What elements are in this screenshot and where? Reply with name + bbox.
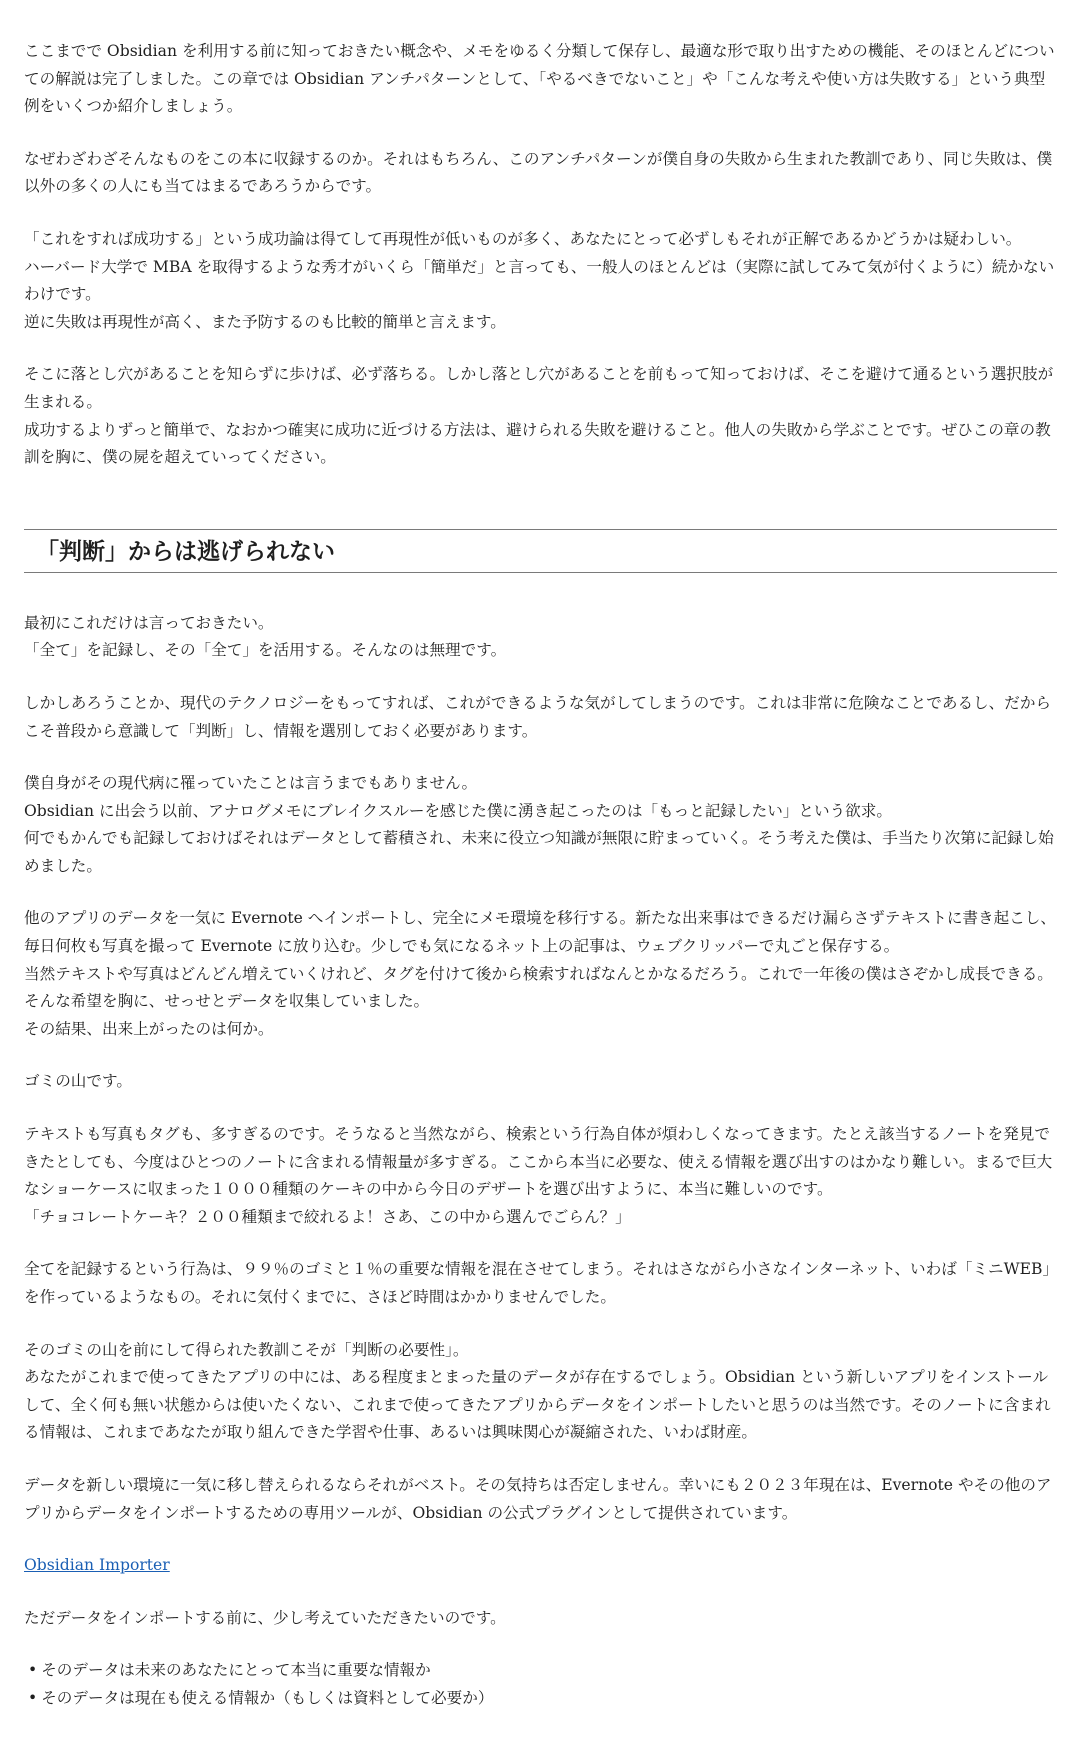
paragraph-line: ただデータをインポートする前に、少し考えていただきたいのです。 — [24, 1608, 506, 1627]
list-item-text: そのデータは未来のあなたにとって本当に重要な情報か — [41, 1661, 431, 1680]
paragraph-line: 他のアプリのデータを一気に Evernote へインポートし、完全にメモ環境を移行する。新たな出来事はできるだけ漏らさずテキストに書き起こし、毎日何枚も写真を撮って Evernote に放り込む。少しでも気になるネット上の記事は、ウェブクリッパーで丸ごと保存する。 — [24, 909, 1056, 956]
paragraph — [24, 690, 1057, 745]
paragraph — [24, 38, 1057, 121]
paragraph — [24, 1121, 1057, 1231]
intro-section — [24, 38, 1057, 472]
paragraph — [24, 770, 1057, 880]
bullet-list — [24, 1657, 1057, 1712]
paragraph-line: しかしあろうことか、現代のテクノロジーをもってすれば、これができるような気がしてしまうのです。これは非常に危険なことであるし、だからこそ普段から意識して「判断」し、情報を選別しておく必要があります。 — [24, 693, 1052, 740]
paragraph-line: 「これをすれば成功する」という成功論は得てして再現性が低いものが多く、あなたにとって必ずしもそれが正解であるかどうかは疑わしい。 — [24, 229, 1022, 248]
paragraph-line: 当然テキストや写真はどんどん増えていくけれど、タグを付けて後から検索すればなんとかなるだろう。これで一年後の僕はさぞかし成長できる。そんな希望を胸に、せっせとデータを収集していました。 — [24, 964, 1053, 1011]
paragraph — [24, 226, 1057, 336]
paragraph-line: ゴミの山です。 — [24, 1072, 132, 1091]
paragraph — [24, 905, 1057, 1043]
paragraph-line: 最初にこれだけは言っておきたい。 — [24, 613, 274, 632]
paragraph-line: ハーバード大学で MBA を取得するような秀才がいくら「簡単だ」と言っても、一般人のほとんどは（実際に試してみて気が付くように）続かないわけです。 — [24, 257, 1055, 304]
paragraph — [24, 1472, 1057, 1527]
link-paragraph — [24, 1552, 1057, 1580]
list-item — [28, 1657, 1057, 1685]
paragraph-line: なぜわざわざそんなものをこの本に収録するのか。それはもちろん、このアンチパターンが僕自身の失敗から生まれた教訓であり、同じ失敗は、僕以外の多くの人にも当てはまるであろうからです。 — [24, 149, 1053, 196]
paragraph-line: 全てを記録するという行為は、９９％のゴミと１％の重要な情報を混在させてしまう。それはさながら小さなインターネット、いわば「ミニWEB」を作っているようなもの。それに気付くまでに、さほど時間はかかりませんでした。 — [24, 1260, 1051, 1306]
paragraph-line: 成功するよりずっと簡単で、なおかつ確実に成功に近づける方法は、避けられる失敗を避けること。他人の失敗から学ぶことです。ぜひこの章の教訓を胸に、僕の屍を超えていってください。 — [24, 420, 1051, 467]
paragraph — [24, 146, 1057, 201]
section-heading-box — [24, 529, 1057, 573]
paragraph — [24, 1256, 1057, 1311]
paragraph — [24, 1337, 1057, 1447]
section-body — [24, 610, 1057, 1713]
paragraph-line: あなたがこれまで使ってきたアプリの中には、ある程度まとまった量のデータが存在するでしょう。Obsidian という新しいアプリをインストールして、全く何も無い状態からは使いたくない、これまで使ってきたアプリからデータをインポートしたいと思うのは当然です。そのノートに含まれる情報は、これまであなたが取り組んできた学習や仕事、あるいは興味関心が凝縮された、いわば財産。 — [24, 1368, 1051, 1442]
paragraph-line: テキストも写真もタグも、多すぎるのです。そうなると当然ながら、検索という行為自体が煩わしくなってきます。たとえ該当するノートを発見できたとしても、今度はひとつのノートに含まれる情報量が多すぎる。ここから本当に必要な、使える情報を選び出すのはかなり難しい。まるで巨大なショーケースに収まった１０００種類のケーキの中から今日のデザートを選び出すように、本当に難しいのです。 — [24, 1125, 1053, 1199]
paragraph-line: 何でもかんでも記録しておけばそれはデータとして蓄積され、未来に役立つ知識が無限に貯まっていく。そう考えた僕は、手当たり次第に記録し始めました。 — [24, 829, 1054, 875]
paragraph-line: 逆に失敗は再現性が高く、また予防するのも比較的簡単と言えます。 — [24, 312, 506, 331]
paragraph — [24, 361, 1057, 471]
list-item — [28, 1685, 1057, 1713]
bullet-icon: • — [28, 1688, 38, 1707]
paragraph — [24, 1068, 1057, 1096]
paragraph-line: そのゴミの山を前にして得られた教訓こそが「判断の必要性」。 — [24, 1340, 469, 1359]
bullet-icon: • — [28, 1661, 38, 1680]
paragraph — [24, 610, 1057, 665]
paragraph-line: Obsidian に出会う以前、アナログメモにブレイクスルーを感じた僕に湧き起こったのは「もっと記録したい」という欲求。 — [24, 801, 892, 820]
paragraph-line: 「チョコレートケーキ？２００種類まで絞れるよ！さあ、この中から選んでごらん？」 — [24, 1207, 631, 1226]
paragraph-line: そこに落とし穴があることを知らずに歩けば、必ず落ちる。しかし落とし穴があることを前もって知っておけば、そこを避けて通るという選択肢が生まれる。 — [24, 365, 1054, 411]
paragraph-line: ここまでで Obsidian を利用する前に知っておきたい概念や、メモをゆるく分類して保存し、最適な形で取り出すための機能、そのほとんどについての解説は完了しました。この章では Obsidian アンチパターンとして、「やるべきでないこと」や「こんな考えや使い方は失敗する」という典型例をいくつか紹介しましょう。 — [24, 42, 1055, 116]
paragraph-line: 僕自身がその現代病に罹っていたことは言うまでもありません。 — [24, 774, 478, 793]
paragraph — [24, 1605, 1057, 1633]
list-item-text: そのデータは現在も使える情報か（もしくは資料として必要か） — [41, 1688, 494, 1707]
paragraph-line: データを新しい環境に一気に移し替えられるならそれがベスト。その気持ちは否定しません。幸いにも２０２３年現在は、Evernote やその他のアプリからデータをインポートするための専用ツールが、Obsidian の公式プラグインとして提供されています。 — [24, 1475, 1052, 1522]
obsidian-importer-link[interactable]: Obsidian Importer — [24, 1556, 170, 1575]
paragraph-line: その結果、出来上がったのは何か。 — [24, 1019, 274, 1038]
paragraph-line: 「全て」を記録し、その「全て」を活用する。そんなのは無理です。 — [24, 641, 507, 660]
section-heading: 「判断」からは逃げられない — [36, 537, 335, 565]
